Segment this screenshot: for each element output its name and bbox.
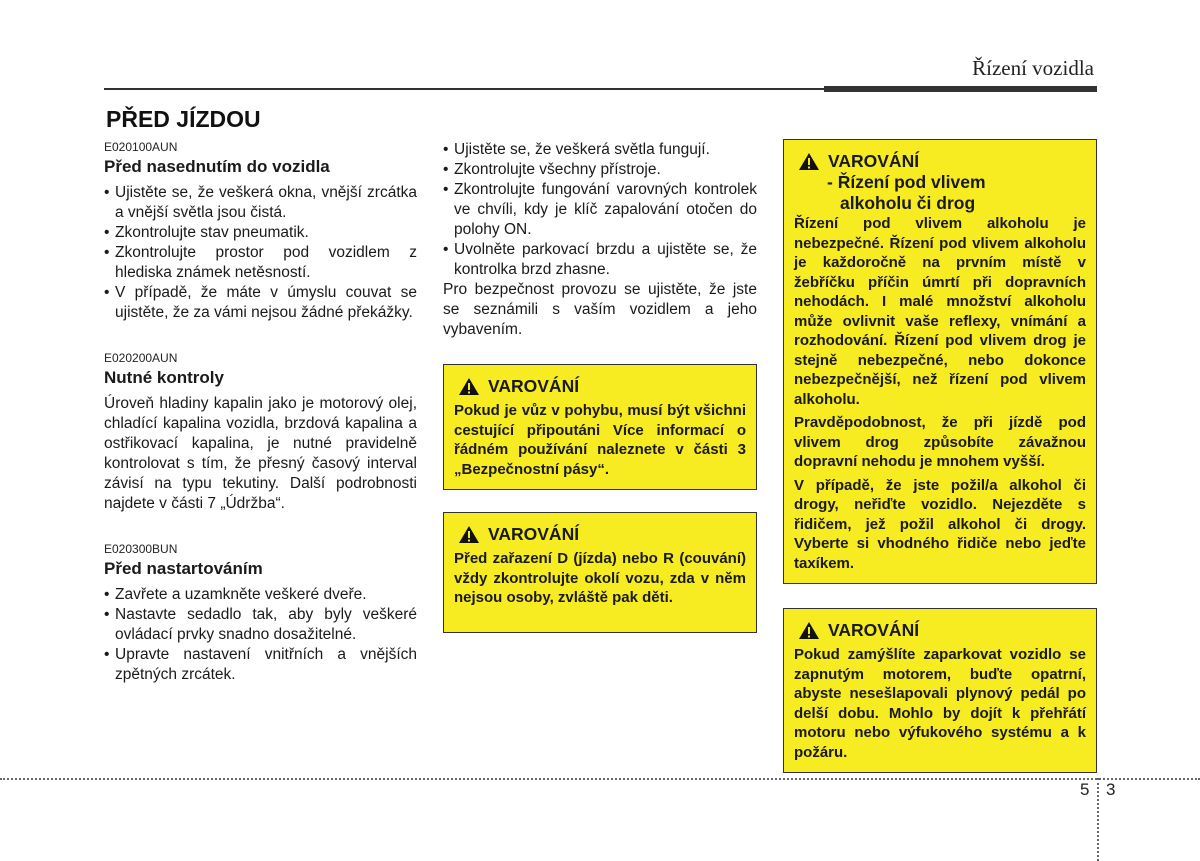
bullet-list	[443, 140, 757, 280]
warning-heading	[454, 523, 746, 545]
subheading: Před nastartováním	[104, 559, 263, 578]
section-title: PŘED JÍZDOU	[106, 106, 261, 132]
footer-page-divider	[1097, 778, 1099, 861]
column-left	[104, 140, 417, 685]
subheading: Nutné kontroly	[104, 368, 224, 387]
warning-heading	[454, 375, 746, 397]
page-number: 3	[1106, 780, 1116, 799]
warning-text: Pokud zamýšlíte zaparkovat vozidlo se zapnutým motorem, buďte opatrní, abyste nesešlapovali plynový pedál po delší dobu. Mohlo by dojít k přehřátí motoru nebo výfukového systému a k požáru.	[794, 646, 1086, 761]
warning-box	[443, 364, 757, 490]
warning-text: V případě, že jste požil/a alkohol či drogy, neřiďte vozidlo. Nejezděte s řidičem, jež požil alkohol či drogy. Vyberte si vhodného řidiče nebo jeďte taxíkem.	[794, 476, 1086, 572]
warning-text: Řízení pod vlivem alkoholu je nebezpečné. Řízení pod vlivem alkoholu je každoročně na prvním místě v žebříčku příčin úmrtí při dopravních nehodách. I malé množství alkoholu může ovlivnit vaše reflexy, vnímání a rozhodování. Řízení pod vlivem drog je stejně nebezpečné, nebo dokonce nebezpečnější, než řízení pod vlivem alkoholu.	[794, 215, 1086, 408]
warning-text: Pokud je vůz v pohybu, musí být všichni cestující připoutáni Více informací o řádném používání naleznete v části 3 „Bezpečnostní pásy“.	[454, 402, 746, 478]
warning-subtitle: alkoholu či drog	[840, 193, 976, 213]
section-code: E020300BUN	[104, 542, 178, 556]
warning-triangle-icon	[458, 525, 480, 544]
list-item: • Zkontrolujte stav pneumatik.	[104, 223, 417, 243]
bullet-list	[104, 183, 417, 323]
list-item: • Zavřete a uzamkněte veškeré dveře.	[104, 585, 417, 605]
list-item: • Zkontrolujte všechny přístroje.	[443, 160, 757, 180]
list-item: • Zkontrolujte fungování varovných kontrolek ve chvíli, kdy je klíč zapalování otočen do polohy ON.	[443, 180, 757, 240]
warning-title: VAROVÁNÍ	[828, 151, 920, 171]
footer-divider	[0, 778, 1200, 780]
paragraph: Pro bezpečnost provozu se ujistěte, že jste se seznámili s vaším vozidlem a jeho vybavením.	[443, 281, 757, 338]
list-item: • Nastavte sedadlo tak, aby byly veškeré ovládací prvky snadno dosažitelné.	[104, 605, 417, 645]
warning-title: VAROVÁNÍ	[488, 524, 580, 544]
list-item: • Uvolněte parkovací brzdu a ujistěte se, že kontrolka brzd zhasne.	[443, 240, 757, 280]
header-title: Řízení vozidla	[972, 56, 1094, 80]
header-rule-accent	[824, 86, 1097, 92]
warning-heading	[794, 619, 1086, 641]
list-item: • Upravte nastavení vnitřních a vnějších zpětných zrcátek.	[104, 645, 417, 685]
section-code: E020100AUN	[104, 140, 178, 154]
list-item: • Zkontrolujte prostor pod vozidlem z hlediska známek netěsností.	[104, 243, 417, 283]
section-code: E020200AUN	[104, 351, 178, 365]
subheading: Před nasednutím do vozidla	[104, 157, 330, 176]
warning-title: VAROVÁNÍ	[488, 376, 580, 396]
column-middle	[443, 140, 757, 633]
warning-box	[443, 512, 757, 633]
warning-triangle-icon	[798, 621, 820, 640]
warning-text: Před zařazení D (jízda) nebo R (couvání) vždy zkontrolujte okolí vozu, zda v něm nejsou osoby, zvláště pak děti.	[454, 550, 746, 606]
chapter-number: 5	[1080, 780, 1090, 799]
warning-box	[783, 608, 1097, 773]
list-item: • V případě, že máte v úmyslu couvat se ujistěte, že za vámi nejsou žádné překážky.	[104, 283, 417, 323]
column-right	[783, 139, 1097, 773]
bullet-list	[104, 585, 417, 685]
warning-subtitle: - Řízení pod vlivem	[827, 172, 986, 192]
warning-title: VAROVÁNÍ	[828, 620, 920, 640]
warning-heading	[794, 150, 1086, 172]
list-item: • Ujistěte se, že veškerá okna, vnější zrcátka a vnější světla jsou čistá.	[104, 183, 417, 223]
warning-text: Pravděpodobnost, že při jízdě pod vlivem drog způsobíte závažnou dopravní nehodu je mnohem vyšší.	[794, 414, 1086, 470]
list-item: • Ujistěte se, že veškerá světla fungují.	[443, 140, 757, 160]
warning-triangle-icon	[458, 377, 480, 396]
warning-box	[783, 139, 1097, 584]
paragraph: Úroveň hladiny kapalin jako je motorový olej, chladící kapalina vozidla, brzdová kapalina a ostřikovací kapalina, je nutné pravidelně kontrolovat s tím, že přesný časový interval závisí na typu tekutiny. Další podrobnosti najdete v části 7 „Údržba“.	[104, 395, 417, 512]
warning-triangle-icon	[798, 152, 820, 171]
